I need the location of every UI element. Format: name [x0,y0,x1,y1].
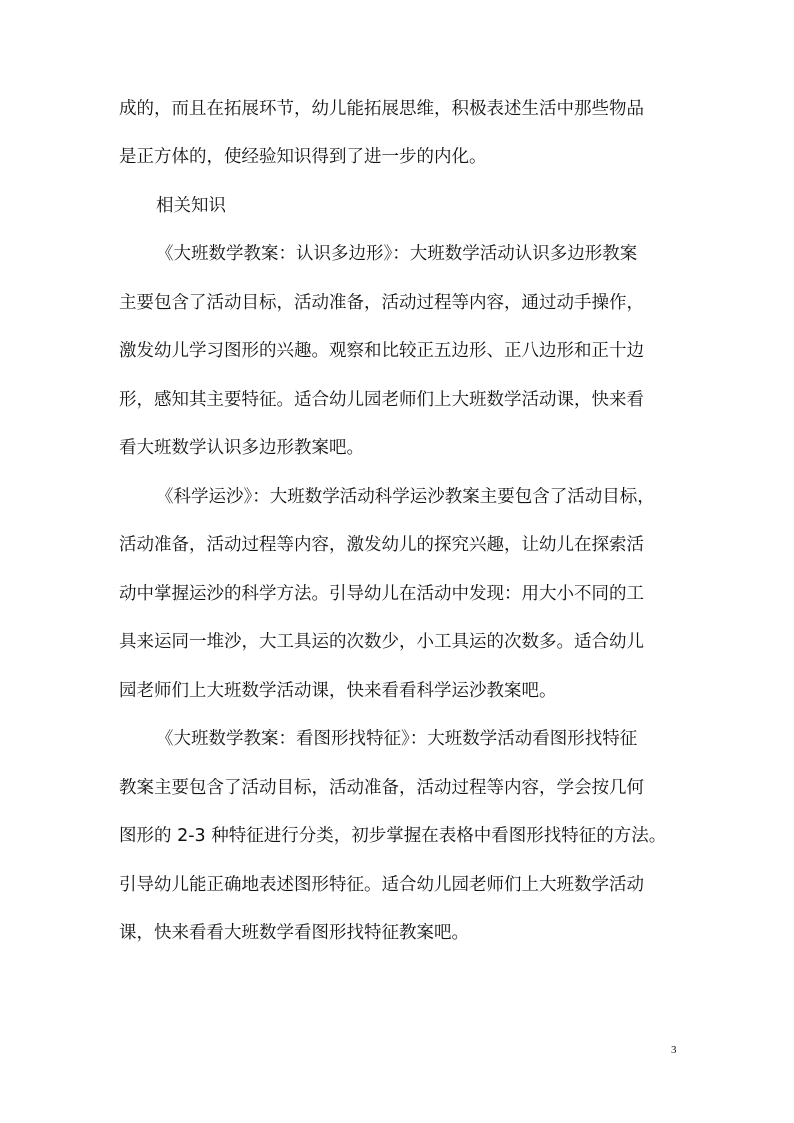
paragraph-line: 动中掌握运沙的科学方法。引导幼儿在活动中发现：用大小不同的工 [119,584,644,604]
paragraph-line: 《大班数学教案：认识多边形》：大班数学活动认识多边形教案 [156,244,638,264]
paragraph-line: 成的，而且在拓展环节，幼儿能拓展思维，积极表述生活中那些物品 [119,99,644,119]
page-number: 3 [671,1044,677,1056]
section-heading: 相关知识 [156,196,226,216]
paragraph-line: 激发幼儿学习图形的兴趣。观察和比较正五边形、正八边形和正十边 [119,341,644,361]
paragraph-line: 《科学运沙》：大班数学活动科学运沙教案主要包含了活动目标， [156,487,655,507]
paragraph-line: 教案主要包含了活动目标，活动准备，活动过程等内容，学会按几何 [119,778,644,798]
paragraph-line: 具来运同一堆沙，大工具运的次数少，小工具运的次数多。适合幼儿 [119,632,644,652]
paragraph-line: 主要包含了活动目标，活动准备，活动过程等内容，通过动手操作， [119,293,644,313]
paragraph-line: 活动准备，活动过程等内容，激发幼儿的探究兴趣，让幼儿在探索活 [119,535,644,555]
paragraph-line: 《大班数学教案：看图形找特征》：大班数学活动看图形找特征 [156,729,638,749]
paragraph-line: 形，感知其主要特征。适合幼儿园老师们上大班数学活动课，快来看 [119,390,644,410]
paragraph-line: 课，快来看看大班数学看图形找特征教案吧。 [119,923,469,943]
paragraph-line: 是正方体的，使经验知识得到了进一步的内化。 [119,147,487,167]
paragraph-line: 图形的 2-3 种特征进行分类，初步掌握在表格中看图形找特征的方法。 [119,826,667,846]
paragraph-line: 引导幼儿能正确地表述图形特征。适合幼儿园老师们上大班数学活动 [119,875,644,895]
paragraph-line: 看大班数学认识多边形教案吧。 [119,438,364,458]
paragraph-line: 园老师们上大班数学活动课，快来看看科学运沙教案吧。 [119,681,557,701]
